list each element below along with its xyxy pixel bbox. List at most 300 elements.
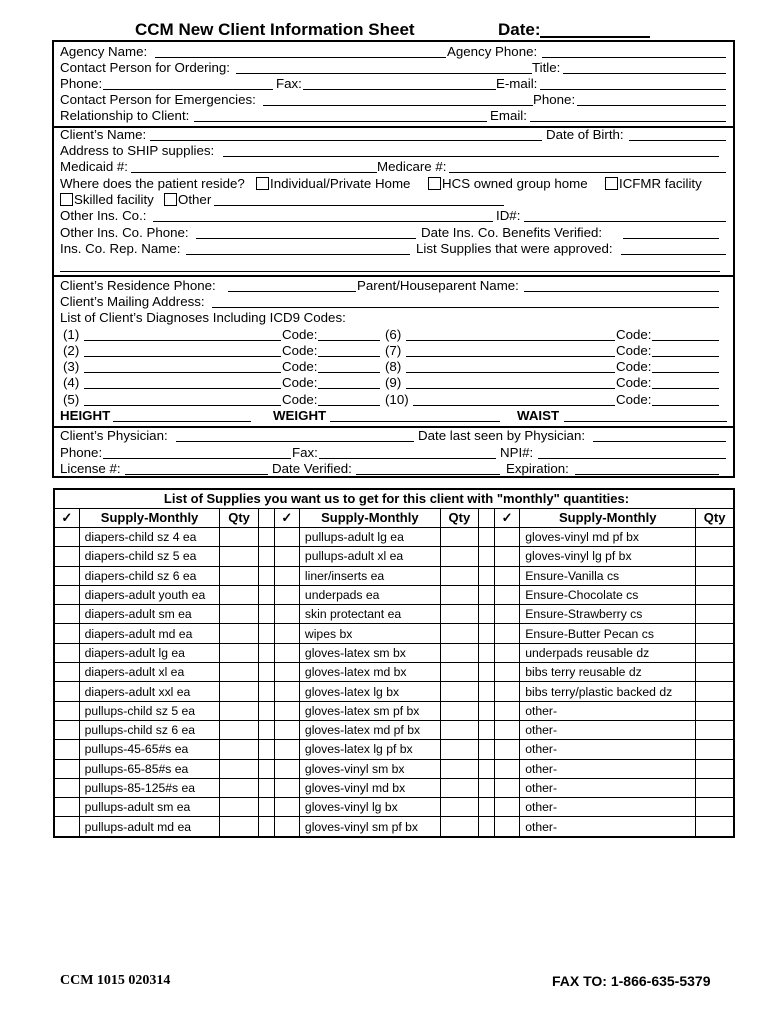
column-gap (478, 528, 494, 547)
supply-qty-cell[interactable] (220, 528, 258, 547)
supply-check-cell[interactable] (54, 798, 79, 817)
supply-name: diapers-adult lg ea (79, 643, 220, 662)
relationship-row (60, 108, 727, 124)
agency-contact-phone-label: Phone: (60, 76, 103, 91)
ins-phone-label: Other Ins. Co. Phone: (60, 225, 189, 240)
diagnosis-field[interactable] (84, 340, 281, 341)
residence-type-row (60, 176, 727, 192)
supply-qty-cell[interactable] (696, 528, 734, 547)
hcs-checkbox[interactable] (428, 177, 441, 190)
date-last-seen-label: Date last seen by Physician: (418, 428, 586, 443)
agency-name-row (60, 44, 727, 60)
ins-phone-row (60, 225, 727, 241)
supply-name: other- (520, 759, 696, 778)
license-label: License #: (60, 461, 121, 476)
supply-qty-cell[interactable] (696, 585, 734, 604)
skilled-label: Skilled facility (74, 192, 154, 207)
supplies-header-row (54, 509, 734, 528)
physician-phone-field[interactable] (103, 458, 291, 459)
supply-qty-cell[interactable] (696, 682, 734, 701)
agency-email-field[interactable] (540, 89, 726, 90)
diag-num: (1) (63, 327, 80, 342)
supply-check-cell[interactable] (495, 585, 520, 604)
supply-qty-cell[interactable] (220, 798, 258, 817)
physician-phone-label: Phone: (60, 445, 103, 460)
supply-name: diapers-adult xl ea (79, 663, 220, 682)
physician-field[interactable] (176, 441, 414, 442)
column-gap (258, 778, 274, 797)
parent-name-field[interactable] (524, 291, 719, 292)
benefits-verified-field[interactable] (623, 238, 719, 239)
physician-fax-label: Fax: (292, 445, 318, 460)
code-field[interactable] (318, 356, 380, 357)
agency-fax-field[interactable] (303, 89, 496, 90)
waist-field[interactable] (564, 421, 727, 422)
supply-qty-cell[interactable] (220, 740, 258, 759)
column-gap (258, 585, 274, 604)
supply-check-cell[interactable] (274, 682, 299, 701)
supply-check-cell[interactable] (54, 759, 79, 778)
code-label: Code: (616, 375, 652, 390)
supply-header: Supply-Monthly (79, 509, 220, 528)
supply-qty-cell[interactable] (220, 566, 258, 585)
dob-label: Date of Birth: (546, 127, 624, 142)
diagnosis-field[interactable] (84, 372, 281, 373)
qty-header: Qty (440, 509, 478, 528)
supply-qty-cell[interactable] (440, 682, 478, 701)
supply-check-cell[interactable] (54, 701, 79, 720)
supply-check-cell[interactable] (495, 624, 520, 643)
other-ins-row (60, 208, 727, 224)
column-gap (478, 547, 494, 566)
code-field[interactable] (652, 356, 719, 357)
client-name-field[interactable] (150, 140, 542, 141)
supply-check-cell[interactable] (54, 605, 79, 624)
supply-check-cell[interactable] (495, 605, 520, 624)
rep-name-row (60, 241, 727, 257)
date-label: Date: (498, 20, 541, 39)
column-gap (478, 682, 494, 701)
supply-name: liner/inserts ea (299, 566, 440, 585)
supply-name: pullups-adult md ea (79, 817, 220, 837)
supply-name: diapers-adult sm ea (79, 605, 220, 624)
code-field[interactable] (318, 340, 380, 341)
supply-name: other- (520, 817, 696, 837)
supply-row (54, 547, 734, 566)
supply-check-cell[interactable] (54, 566, 79, 585)
code-label: Code: (282, 375, 318, 390)
phone-fax-email-row (60, 76, 727, 92)
supply-name: pullups-85-125#s ea (79, 778, 220, 797)
supply-check-cell[interactable] (274, 740, 299, 759)
supply-check-cell[interactable] (495, 682, 520, 701)
column-gap (258, 605, 274, 624)
column-gap (478, 605, 494, 624)
option-other[interactable] (164, 192, 211, 208)
supply-qty-cell[interactable] (440, 585, 478, 604)
agency-name-label: Agency Name: (60, 44, 148, 59)
code-label: Code: (282, 327, 318, 342)
supply-check-cell[interactable] (495, 778, 520, 797)
supply-check-cell[interactable] (274, 585, 299, 604)
license-row (60, 461, 727, 477)
supply-check-cell[interactable] (274, 778, 299, 797)
supply-check-cell[interactable] (54, 778, 79, 797)
height-field[interactable] (113, 421, 251, 422)
supply-check-cell[interactable] (54, 528, 79, 547)
supply-qty-cell[interactable] (220, 663, 258, 682)
supply-name: diapers-adult xxl ea (79, 682, 220, 701)
rep-name-field[interactable] (186, 254, 410, 255)
relationship-email-field[interactable] (530, 121, 726, 122)
supply-qty-cell[interactable] (220, 720, 258, 739)
supply-qty-cell[interactable] (440, 643, 478, 662)
column-gap (478, 817, 494, 837)
supply-name: other- (520, 798, 696, 817)
column-gap (478, 566, 494, 585)
code-field[interactable] (652, 372, 719, 373)
code-label: Code: (616, 343, 652, 358)
diag-num: (2) (63, 343, 80, 358)
supply-check-cell[interactable] (274, 798, 299, 817)
supply-check-cell[interactable] (274, 720, 299, 739)
diag-num: (3) (63, 359, 80, 374)
column-gap (258, 509, 274, 528)
supply-header: Supply-Monthly (520, 509, 696, 528)
parent-name-label: Parent/Houseparent Name: (357, 278, 519, 293)
supply-check-cell[interactable] (54, 817, 79, 837)
hcs-label: HCS owned group home (442, 176, 588, 191)
supply-qty-cell[interactable] (696, 778, 734, 797)
code-field[interactable] (652, 340, 719, 341)
supply-header: Supply-Monthly (299, 509, 440, 528)
supplies-caption-row (54, 489, 734, 509)
ship-address-field[interactable] (223, 156, 719, 157)
supply-name: pullups-adult lg ea (299, 528, 440, 547)
relationship-email-label: Email: (490, 108, 527, 123)
supply-qty-cell[interactable] (440, 740, 478, 759)
diagnosis-row (60, 392, 727, 408)
column-gap (478, 759, 494, 778)
supply-qty-cell[interactable] (220, 624, 258, 643)
ship-address-row (60, 143, 727, 159)
supply-row (54, 624, 734, 643)
other-ins-field[interactable] (153, 221, 493, 222)
supply-name: diapers-adult youth ea (79, 585, 220, 604)
supply-check-cell[interactable] (54, 624, 79, 643)
supply-qty-cell[interactable] (696, 547, 734, 566)
relationship-label: Relationship to Client: (60, 108, 190, 123)
ins-phone-field[interactable] (196, 238, 416, 239)
code-field[interactable] (652, 405, 719, 406)
supply-check-cell[interactable] (54, 720, 79, 739)
date-last-seen-field[interactable] (593, 441, 726, 442)
supply-name: pullups-child sz 5 ea (79, 701, 220, 720)
reside-question: Where does the patient reside? (60, 176, 245, 191)
code-field[interactable] (318, 388, 380, 389)
mailing-address-field[interactable] (212, 307, 719, 308)
weight-label: WEIGHT (273, 408, 327, 423)
supply-check-cell[interactable] (274, 605, 299, 624)
agency-name-field[interactable] (155, 57, 446, 58)
supply-name: diapers-child sz 4 ea (79, 528, 220, 547)
supply-row (54, 528, 734, 547)
supply-qty-cell[interactable] (440, 759, 478, 778)
agency-contact-phone-field[interactable] (103, 89, 273, 90)
diag-num: (6) (385, 327, 402, 342)
height-label: HEIGHT (60, 408, 111, 423)
column-gap (258, 624, 274, 643)
supply-qty-cell[interactable] (440, 566, 478, 585)
supply-qty-cell[interactable] (696, 605, 734, 624)
supply-name: bibs terry/plastic backed dz (520, 682, 696, 701)
qty-header: Qty (220, 509, 258, 528)
supply-qty-cell[interactable] (696, 759, 734, 778)
supply-row (54, 817, 734, 837)
option-individual[interactable] (256, 176, 410, 192)
supply-name: pullups-child sz 6 ea (79, 720, 220, 739)
supply-check-cell[interactable] (274, 528, 299, 547)
diag-num: (5) (63, 392, 80, 407)
benefits-verified-label: Date Ins. Co. Benefits Verified: (421, 225, 603, 240)
supply-qty-cell[interactable] (696, 740, 734, 759)
npi-field[interactable] (538, 458, 726, 459)
medicaid-field[interactable] (131, 172, 377, 173)
supply-check-cell[interactable] (495, 701, 520, 720)
supply-qty-cell[interactable] (696, 566, 734, 585)
supply-qty-cell[interactable] (440, 547, 478, 566)
id-field[interactable] (524, 221, 726, 222)
supplies-table (53, 488, 735, 838)
supply-qty-cell[interactable] (696, 701, 734, 720)
supplies-approved-continuation[interactable] (60, 271, 720, 272)
supplies-approved-label: List Supplies that were approved: (416, 241, 613, 256)
supply-check-cell[interactable] (274, 566, 299, 585)
supply-check-cell[interactable] (495, 566, 520, 585)
supply-qty-cell[interactable] (440, 778, 478, 797)
individual-checkbox[interactable] (256, 177, 269, 190)
column-gap (478, 663, 494, 682)
supply-qty-cell[interactable] (440, 701, 478, 720)
supply-name: underpads reusable dz (520, 643, 696, 662)
diagnosis-field[interactable] (413, 405, 615, 406)
supply-row (54, 701, 734, 720)
supply-name: diapers-child sz 5 ea (79, 547, 220, 566)
diag-num: (10) (385, 392, 409, 407)
residence-phone-label: Client’s Residence Phone: (60, 278, 216, 293)
supply-qty-cell[interactable] (220, 547, 258, 566)
supply-qty-cell[interactable] (220, 585, 258, 604)
diagnosis-row (60, 359, 727, 375)
date-verified-field[interactable] (356, 474, 500, 475)
supplies-caption: List of Supplies you want us to get for this client with "monthly" quantities: (54, 489, 734, 509)
column-gap (258, 682, 274, 701)
code-field[interactable] (318, 372, 380, 373)
supply-qty-cell[interactable] (440, 720, 478, 739)
residence-phone-field[interactable] (228, 291, 356, 292)
code-label: Code: (282, 392, 318, 407)
supply-check-cell[interactable] (54, 585, 79, 604)
supply-check-cell[interactable] (495, 740, 520, 759)
supply-qty-cell[interactable] (220, 605, 258, 624)
agency-phone-field[interactable] (542, 57, 726, 58)
supply-check-cell[interactable] (495, 643, 520, 662)
supply-name: Ensure-Chocolate cs (520, 585, 696, 604)
supply-qty-cell[interactable] (440, 798, 478, 817)
supply-name: diapers-adult md ea (79, 624, 220, 643)
supply-row (54, 566, 734, 585)
supply-check-cell[interactable] (54, 663, 79, 682)
code-field[interactable] (652, 388, 719, 389)
supplies-approved-field[interactable] (621, 254, 726, 255)
supply-check-cell[interactable] (274, 624, 299, 643)
emergency-phone-field[interactable] (577, 105, 726, 106)
supply-qty-cell[interactable] (220, 682, 258, 701)
column-gap (258, 547, 274, 566)
option-icfmr[interactable] (605, 176, 702, 192)
contact-ordering-field[interactable] (236, 73, 532, 74)
diagnosis-row (60, 327, 727, 343)
code-field[interactable] (318, 405, 380, 406)
supply-check-cell[interactable] (495, 528, 520, 547)
supply-row (54, 759, 734, 778)
supply-check-cell[interactable] (495, 663, 520, 682)
supply-qty-cell[interactable] (220, 759, 258, 778)
supply-check-cell[interactable] (274, 817, 299, 837)
supply-qty-cell[interactable] (696, 624, 734, 643)
diagnosis-field[interactable] (406, 372, 615, 373)
physician-row (60, 428, 727, 444)
supply-check-cell[interactable] (54, 682, 79, 701)
supply-check-cell[interactable] (54, 547, 79, 566)
supply-qty-cell[interactable] (440, 528, 478, 547)
diagnosis-field[interactable] (406, 340, 615, 341)
other-residence-field[interactable] (214, 205, 504, 206)
medicaid-medicare-row (60, 159, 727, 175)
other-checkbox[interactable] (164, 193, 177, 206)
supply-row (54, 720, 734, 739)
diagnoses-label-row (60, 310, 727, 326)
expiration-field[interactable] (575, 474, 719, 475)
supply-qty-cell[interactable] (440, 663, 478, 682)
supply-qty-cell[interactable] (696, 643, 734, 662)
supply-name: bibs terry reusable dz (520, 663, 696, 682)
column-gap (258, 701, 274, 720)
emergency-contact-label: Contact Person for Emergencies: (60, 92, 256, 107)
license-field[interactable] (125, 474, 268, 475)
supply-name: gloves-latex lg bx (299, 682, 440, 701)
physician-fax-field[interactable] (319, 458, 496, 459)
supply-qty-cell[interactable] (696, 817, 734, 837)
weight-field[interactable] (330, 421, 500, 422)
icfmr-checkbox[interactable] (605, 177, 618, 190)
supply-check-cell[interactable] (274, 759, 299, 778)
agency-phone-label: Agency Phone: (447, 44, 538, 59)
option-skilled[interactable] (60, 192, 154, 208)
dob-field[interactable] (629, 140, 726, 141)
supply-check-cell[interactable] (495, 547, 520, 566)
supply-qty-cell[interactable] (696, 720, 734, 739)
relationship-field[interactable] (194, 121, 487, 122)
diagnosis-field[interactable] (406, 356, 615, 357)
emergency-contact-row (60, 92, 727, 108)
diagnosis-row (60, 375, 727, 391)
supply-name: gloves-vinyl md bx (299, 778, 440, 797)
column-gap (478, 798, 494, 817)
individual-label: Individual/Private Home (270, 176, 411, 191)
emergency-contact-field[interactable] (263, 105, 533, 106)
column-gap (258, 798, 274, 817)
supply-check-cell[interactable] (54, 740, 79, 759)
supply-row (54, 605, 734, 624)
supply-check-cell[interactable] (274, 547, 299, 566)
supply-check-cell[interactable] (54, 643, 79, 662)
supply-check-cell[interactable] (274, 663, 299, 682)
column-gap (478, 740, 494, 759)
date-field[interactable] (540, 36, 650, 38)
skilled-checkbox[interactable] (60, 193, 73, 206)
supply-qty-cell[interactable] (696, 798, 734, 817)
supply-name: gloves-latex md bx (299, 663, 440, 682)
diagnosis-field[interactable] (84, 356, 281, 357)
title-field[interactable] (563, 73, 726, 74)
supply-check-cell[interactable] (495, 759, 520, 778)
supply-name: other- (520, 778, 696, 797)
supply-check-cell[interactable] (495, 720, 520, 739)
medicare-field[interactable] (449, 172, 726, 173)
supply-qty-cell[interactable] (440, 605, 478, 624)
supply-name: skin protectant ea (299, 605, 440, 624)
contact-ordering-label: Contact Person for Ordering: (60, 60, 230, 75)
npi-label: NPI#: (500, 445, 534, 460)
supply-qty-cell[interactable] (220, 817, 258, 837)
diag-num: (9) (385, 375, 402, 390)
supply-row (54, 798, 734, 817)
supply-name: gloves-vinyl lg bx (299, 798, 440, 817)
column-gap (478, 701, 494, 720)
diagnosis-field[interactable] (406, 388, 615, 389)
medicare-label: Medicare #: (377, 159, 447, 174)
page-title: CCM New Client Information Sheet (135, 20, 415, 39)
expiration-label: Expiration: (506, 461, 569, 476)
option-hcs[interactable] (428, 176, 588, 192)
supply-check-cell[interactable] (495, 798, 520, 817)
column-gap (258, 759, 274, 778)
column-gap (258, 817, 274, 837)
column-gap (258, 528, 274, 547)
column-gap (478, 778, 494, 797)
supply-check-cell[interactable] (274, 643, 299, 662)
diagnosis-field[interactable] (84, 405, 281, 406)
supply-rows (54, 528, 734, 837)
supply-qty-cell[interactable] (696, 663, 734, 682)
supply-row (54, 778, 734, 797)
supply-qty-cell[interactable] (440, 624, 478, 643)
supply-qty-cell[interactable] (220, 778, 258, 797)
supply-name: Ensure-Strawberry cs (520, 605, 696, 624)
supply-name: pullups-65-85#s ea (79, 759, 220, 778)
qty-header: Qty (696, 509, 734, 528)
supply-check-cell[interactable] (274, 701, 299, 720)
diagnosis-field[interactable] (84, 388, 281, 389)
supply-check-cell[interactable] (495, 817, 520, 837)
supply-qty-cell[interactable] (220, 701, 258, 720)
mailing-address-label: Client’s Mailing Address: (60, 294, 205, 309)
supply-name: diapers-child sz 6 ea (79, 566, 220, 585)
supply-qty-cell[interactable] (220, 643, 258, 662)
column-gap (258, 643, 274, 662)
supply-qty-cell[interactable] (440, 817, 478, 837)
